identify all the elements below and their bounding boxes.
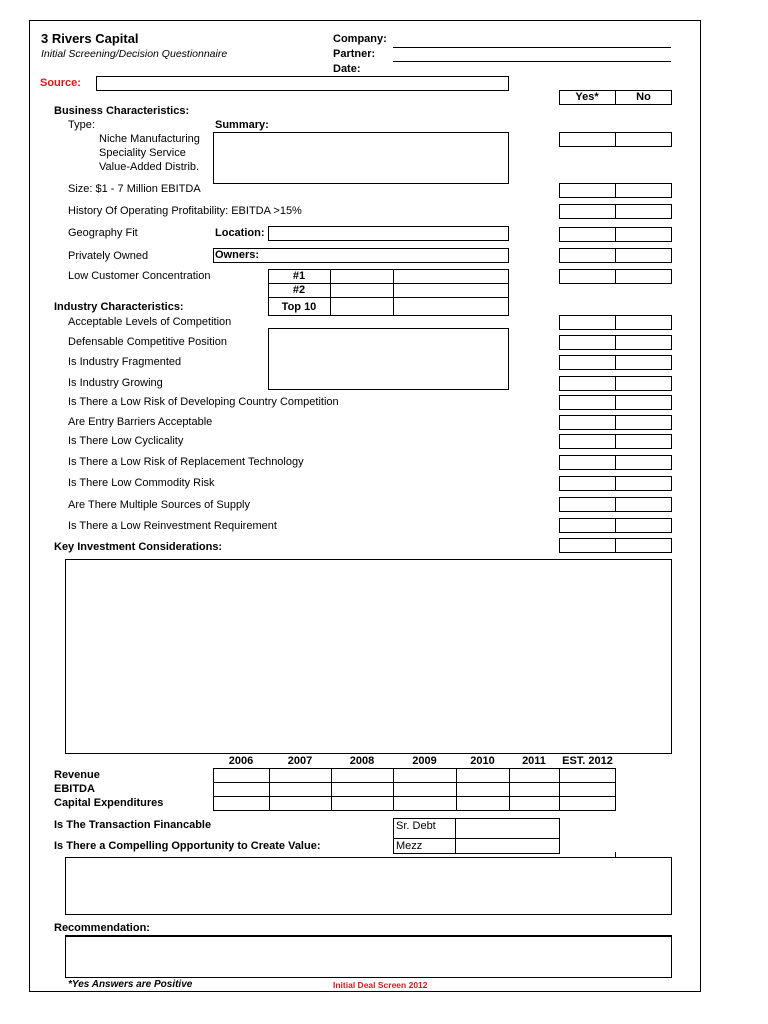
financials-table[interactable] [213, 768, 616, 811]
year-2007: 2007 [287, 755, 313, 767]
size-label: Size: $1 - 7 Million EBITDA [68, 183, 201, 195]
industry-yes-no-9[interactable] [559, 476, 672, 491]
sr-debt-label: Sr. Debt [396, 820, 436, 832]
customer-top10: Top 10 [281, 301, 317, 313]
industry-yes-no-2[interactable] [559, 335, 672, 350]
type-distrib: Value-Added Distrib. [99, 161, 200, 173]
footer-center: Initial Deal Screen 2012 [333, 980, 428, 990]
year-2009: 2009 [412, 755, 437, 767]
source-field[interactable] [96, 76, 509, 91]
industry-item-6: Are Entry Barriers Acceptable [68, 416, 213, 428]
privately-yes-no[interactable] [559, 248, 672, 263]
type-label: Type: [68, 119, 95, 131]
size-yes-no[interactable] [559, 183, 672, 198]
company-title: 3 Rivers Capital [41, 31, 139, 46]
type-yes-no[interactable] [559, 132, 672, 147]
no-header: No [636, 91, 651, 103]
company-label: Company: [333, 33, 387, 45]
business-heading: Business Characteristics: [54, 105, 190, 117]
year-est-2012: EST. 2012 [562, 755, 613, 767]
industry-item-1: Acceptable Levels of Competition [68, 316, 232, 328]
geography-yes-no[interactable] [559, 227, 672, 242]
yes-header: Yes* [575, 91, 599, 103]
mezz-label: Mezz [396, 840, 423, 852]
compelling-field[interactable] [65, 857, 672, 915]
company-field[interactable] [393, 47, 671, 48]
industry-yes-no-10[interactable] [559, 497, 672, 512]
industry-yes-no-5[interactable] [559, 395, 672, 410]
low-customer-label: Low Customer Concentration [68, 270, 211, 282]
industry-item-2: Defensable Competitive Position [68, 336, 227, 348]
industry-item-4: Is Industry Growing [68, 377, 163, 389]
industry-yes-no-7[interactable] [559, 434, 672, 449]
year-2011: 2011 [522, 755, 546, 767]
questionnaire-subtitle: Initial Screening/Decision Questionnaire [41, 48, 228, 60]
industry-item-7: Is There Low Cyclicality [68, 435, 184, 447]
history-yes-no[interactable] [559, 204, 672, 219]
owners-label: Owners: [215, 249, 260, 261]
footer-note: *Yes Answers are Positive [68, 979, 193, 990]
customer-yes-no[interactable] [559, 269, 672, 284]
year-2008: 2008 [349, 755, 375, 767]
location-field[interactable] [268, 226, 509, 241]
industry-item-9: Is There Low Commodity Risk [68, 477, 215, 489]
partner-label: Partner: [333, 48, 376, 60]
year-2010: 2010 [470, 755, 495, 767]
customer-2: #2 [292, 284, 306, 296]
type-service: Speciality Service [99, 147, 186, 159]
summary-label: Summary: [215, 119, 269, 131]
date-label: Date: [333, 63, 361, 75]
industry-item-8: Is There a Low Risk of Replacement Technology [68, 456, 304, 468]
industry-yes-no-1[interactable] [559, 315, 672, 330]
location-label: Location: [215, 227, 265, 239]
capex-label: Capital Expenditures [54, 797, 164, 809]
financable-label: Is The Transaction Financable [54, 819, 212, 831]
privately-label: Privately Owned [68, 250, 149, 262]
customer-1: #1 [292, 270, 306, 282]
industry-yes-no-6[interactable] [559, 415, 672, 430]
geography-label: Geography Fit [68, 227, 138, 239]
history-label: History Of Operating Profitability: EBITDA >15% [68, 205, 302, 217]
industry-yes-no-11[interactable] [559, 518, 672, 533]
industry-yes-no-4[interactable] [559, 376, 672, 391]
recommendation-field[interactable] [65, 935, 672, 978]
industry-yes-no-3[interactable] [559, 355, 672, 370]
revenue-label: Revenue [54, 769, 100, 781]
industry-item-11: Is There a Low Reinvestment Requirement [68, 520, 277, 532]
partner-field[interactable] [393, 61, 671, 62]
industry-item-10: Are There Multiple Sources of Supply [68, 499, 250, 511]
key-investment-field[interactable] [65, 559, 672, 754]
year-2006: 2006 [228, 755, 254, 767]
industry-notes-field[interactable] [268, 328, 509, 390]
summary-field[interactable] [213, 132, 509, 184]
key-investment-yes-no[interactable] [559, 538, 672, 553]
industry-item-5: Is There a Low Risk of Developing Country Competition [68, 396, 339, 408]
compelling-label: Is There a Compelling Opportunity to Create Value: [54, 840, 321, 852]
industry-yes-no-8[interactable] [559, 455, 672, 470]
recommendation-label: Recommendation: [54, 922, 150, 934]
industry-item-3: Is Industry Fragmented [68, 356, 182, 368]
source-label: Source: [40, 77, 81, 89]
industry-heading: Industry Characteristics: [54, 301, 184, 313]
key-investment-heading: Key Investment Considerations: [54, 541, 223, 553]
type-niche: Niche Manufacturing [99, 133, 200, 145]
ebitda-label: EBITDA [54, 783, 95, 795]
